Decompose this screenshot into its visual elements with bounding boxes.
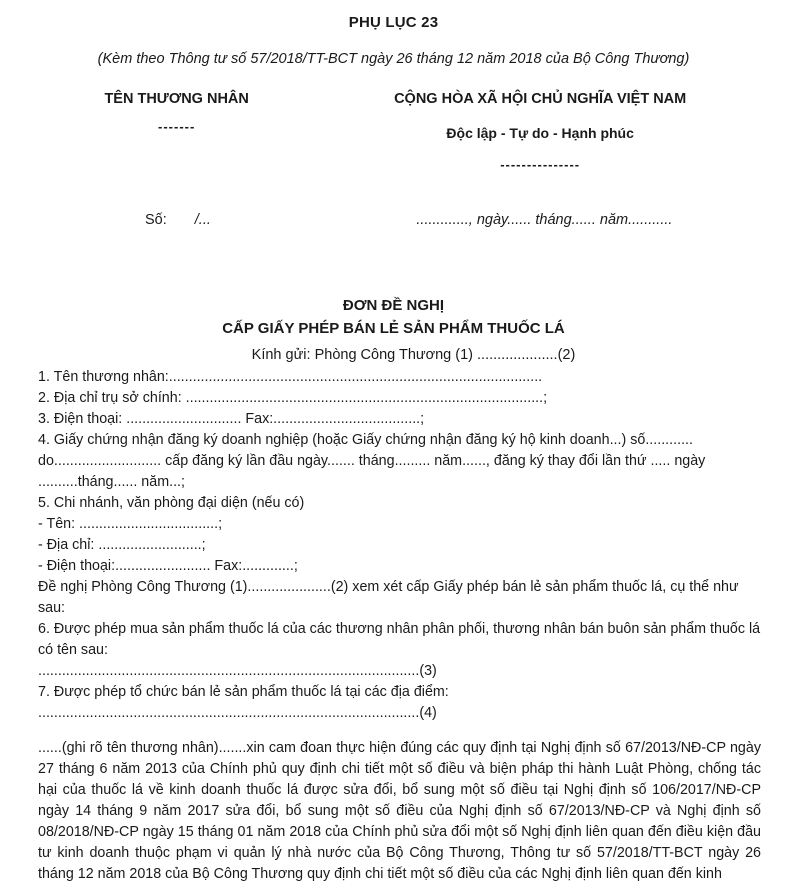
document-title-line1: ĐƠN ĐỀ NGHỊ bbox=[342, 297, 445, 314]
recipient-line: Kính gửi: Phòng Công Thương (1) ....................(2) bbox=[251, 346, 576, 363]
body-request-line: Đề nghị Phòng Công Thương (1).....................(2) xem xét cấp Giấy phép bán lẻ sản phẩm thuốc lá, cụ thể như sau: bbox=[38, 578, 739, 616]
page-title: PHỤ LỤC 23 bbox=[348, 14, 439, 31]
body-item-3: 3. Điện thoại: ............................. Fax:.....................................; bbox=[38, 410, 425, 427]
body-item-6-dots: ................................................................................................(3) bbox=[38, 662, 437, 679]
appendix-reference: (Kèm theo Thông tư số 57/2018/TT-BCT ngày 26 tháng 12 năm 2018 của Bộ Công Thương) bbox=[97, 51, 690, 67]
body-item-5: 5. Chi nhánh, văn phòng đại diện (nếu có) bbox=[38, 494, 305, 511]
document-number-block bbox=[24, 212, 332, 228]
body-item-branch-address: - Địa chỉ: ..........................; bbox=[38, 536, 206, 553]
document-number-label: Số: bbox=[144, 212, 167, 228]
document-page bbox=[0, 14, 787, 882]
document-date-line: ............., ngày...... tháng...... năm........... bbox=[416, 212, 673, 228]
body-item-1: 1. Tên thương nhân:.............................................................................................. bbox=[38, 368, 543, 385]
organization-divider: ------- bbox=[158, 119, 196, 134]
nation-name-label: CỘNG HÒA XÃ HỘI CHỦ NGHĨA VIỆT NAM bbox=[394, 91, 687, 107]
document-header bbox=[0, 91, 787, 172]
organization-name-label: TÊN THƯƠNG NHÂN bbox=[104, 91, 249, 107]
motto-divider: --------------- bbox=[500, 157, 581, 172]
document-number-value: /... bbox=[194, 212, 211, 228]
document-body bbox=[0, 367, 787, 885]
body-item-7: 7. Được phép tổ chức bán lẻ sản phẩm thuốc lá tại các địa điểm: bbox=[38, 683, 449, 700]
body-item-branch-name: - Tên: ...................................; bbox=[38, 515, 223, 532]
body-commitment-paragraph: ......(ghi rõ tên thương nhân).......xin cam đoan thực hiện đúng các quy định tại Nghị định số 67/2013/NĐ-CP ngày 27 tháng 6 năm 2013 của Chính phủ quy định chi tiết một số điều và biện pháp thi hành Luật Phòng, chống tác hại của thuốc lá về kinh doanh thuốc lá được sửa đổi, bổ sung một số điều tại Nghị định số 106/2017/NĐ-CP ngày 14 tháng 9 năm 2017 sửa đổi, bổ sung một số điều của Nghị định số 67/2013/NĐ-CP và Nghị định số 08/2018/NĐ-CP ngày 15 tháng 01 năm 2018 của Chính phủ sửa đổi một số Nghị định liên quan đến điều kiện đầu tư kinh doanh thuộc phạm vi quản lý nhà nước của Bộ Công Thương, Thông tư số 57/2018/TT-BCT ngày 26 tháng 12 năm 2018 của Bộ Công Thương quy định chi tiết một số điều của các Nghị định liên quan đến kinh bbox=[38, 739, 761, 882]
national-motto: Độc lập - Tự do - Hạnh phúc bbox=[446, 125, 634, 141]
body-item-4-cont: do........................... cấp đăng ký lần đầu ngày....... tháng......... năm......, đăng ký thay đổi lần thứ ..... ngày ..........tháng...... năm...; bbox=[38, 452, 706, 490]
body-item-4: 4. Giấy chứng nhận đăng ký doanh nghiệp (hoặc Giấy chứng nhận đăng ký hộ kinh doanh...) số............ bbox=[38, 431, 693, 448]
header-right-block bbox=[329, 91, 751, 172]
document-title-line2: CẤP GIẤY PHÉP BÁN LẺ SẢN PHẨM THUỐC LÁ bbox=[222, 320, 565, 338]
body-item-7-dots: ................................................................................................(4) bbox=[38, 704, 437, 721]
header-left-block bbox=[24, 91, 329, 172]
document-title bbox=[0, 294, 787, 341]
number-date-row bbox=[0, 212, 787, 228]
body-item-6: 6. Được phép mua sản phẩm thuốc lá của các thương nhân phân phối, thương nhân bán buôn sản phẩm thuốc lá có tên sau: bbox=[38, 620, 761, 658]
body-item-branch-phone: - Điện thoại:........................ Fax:.............; bbox=[38, 557, 298, 574]
body-item-2: 2. Địa chỉ trụ sở chính: ..........................................................................................; bbox=[38, 389, 548, 406]
